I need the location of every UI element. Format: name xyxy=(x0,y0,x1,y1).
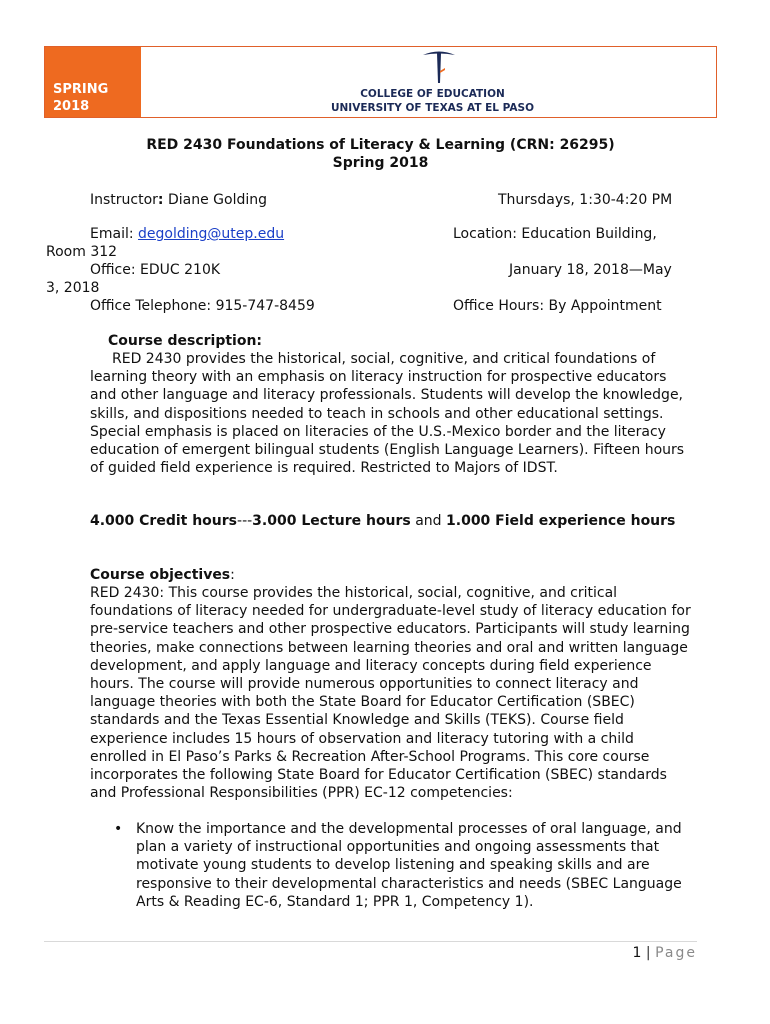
page-separator: | xyxy=(641,945,656,961)
email-label: Email: xyxy=(90,226,139,242)
page-footer xyxy=(600,944,697,962)
page-word: Page xyxy=(655,945,697,961)
header-banner xyxy=(44,46,717,118)
credit-hours-value: 4.000 Credit hours xyxy=(90,513,238,529)
location: Location: Education Building, xyxy=(453,226,657,242)
email-link[interactable]: degolding@utep.edu xyxy=(138,226,285,242)
college-name xyxy=(295,87,570,115)
hours-and: and xyxy=(410,513,447,529)
office: Office: EDUC 210K xyxy=(90,262,221,278)
list-item xyxy=(90,820,700,911)
office-telephone: Office Telephone: 915-747-8459 xyxy=(90,298,315,314)
instructor-name: Diane Golding xyxy=(163,192,268,208)
description-text: RED 2430 provides the historical, social, cognitive, and critical foundations of learning theory with an emphasis on literacy instruction for prospective educators and other language and literacy professionals. Students will develop the knowledge, skills, and dispositions needed to teach in schools and other educational settings. Special emphasis is placed on literacies of the U.S.-Mexico border and the literacy education of emergent bilingual students (English Language Learners). Fifteen hours of guided field experience is required. Restricted to Majors of IDST. xyxy=(90,351,685,477)
footer-divider xyxy=(44,941,697,942)
season-badge xyxy=(45,47,141,117)
bullet-icon: • xyxy=(114,821,123,837)
season-line-2: 2018 xyxy=(53,99,90,114)
university-label: UNIVERSITY OF TEXAS AT EL PASO xyxy=(330,102,535,114)
description-heading: Course description: xyxy=(108,333,263,349)
page-number: 1 xyxy=(632,945,642,961)
instructor-line xyxy=(90,191,267,209)
pickaxe-logo-icon xyxy=(419,49,459,85)
instructor-colon: : xyxy=(157,192,164,208)
course-term: Spring 2018 xyxy=(332,155,429,171)
course-name: RED 2430 Foundations of Literacy & Learning (CRN: 26295) xyxy=(146,137,615,153)
instructor-label: Instructor xyxy=(90,192,158,208)
season-line-1: SPRING xyxy=(53,82,109,97)
course-title xyxy=(44,136,717,172)
objectives-text: RED 2430: This course provides the historical, social, cognitive, and critical foundations of literacy needed for undergraduate-level study of literacy education for pre-service teachers and other prospective educators. Participants will study learning theories, make connections between learning theories and oral and written language development, and apply language and literacy concepts during field experience hours. The course will provide numerous opportunities to connect literacy and language theories with both the State Board for Educator Certification (SBEC) standards and the Texas Essential Knowledge and Skills (TEKS). Course field experience includes 15 hours of observation and literacy tutoring with a child enrolled in El Paso’s Parks & Recreation After-School Programs. This core course incorporates the following State Board for Educator Certification (SBEC) standards and Professional Responsibilities (PPR) EC-12 competencies: xyxy=(90,585,691,802)
location-room: Room 312 xyxy=(46,244,118,260)
credit-hours xyxy=(90,512,690,530)
office-hours: Office Hours: By Appointment xyxy=(453,298,662,314)
class-schedule: Thursdays, 1:30-4:20 PM xyxy=(498,192,673,208)
competency-list xyxy=(90,820,700,911)
objectives-colon: : xyxy=(230,567,235,583)
hours-dashes: --- xyxy=(237,513,253,529)
semester-dates: January 18, 2018—May xyxy=(509,262,672,278)
semester-dates-end: 3, 2018 xyxy=(46,280,100,296)
objectives-heading xyxy=(90,566,235,584)
objectives-heading-label: Course objectives xyxy=(90,567,231,583)
email-line xyxy=(90,225,284,243)
lecture-hours-value: 3.000 Lecture hours xyxy=(252,513,411,529)
field-hours-value: 1.000 Field experience hours xyxy=(446,513,676,529)
college-label: COLLEGE OF EDUCATION xyxy=(360,88,505,100)
list-item-text: Know the importance and the developmental processes of oral language, and plan a variety of instructional opportunities and ongoing assessments that motivate young students to develop listening and speaking skills and are responsive to their developmental characteristics and needs (SBEC Language Arts & Reading EC-6, Standard 1; PPR 1, Competency 1). xyxy=(136,821,682,910)
